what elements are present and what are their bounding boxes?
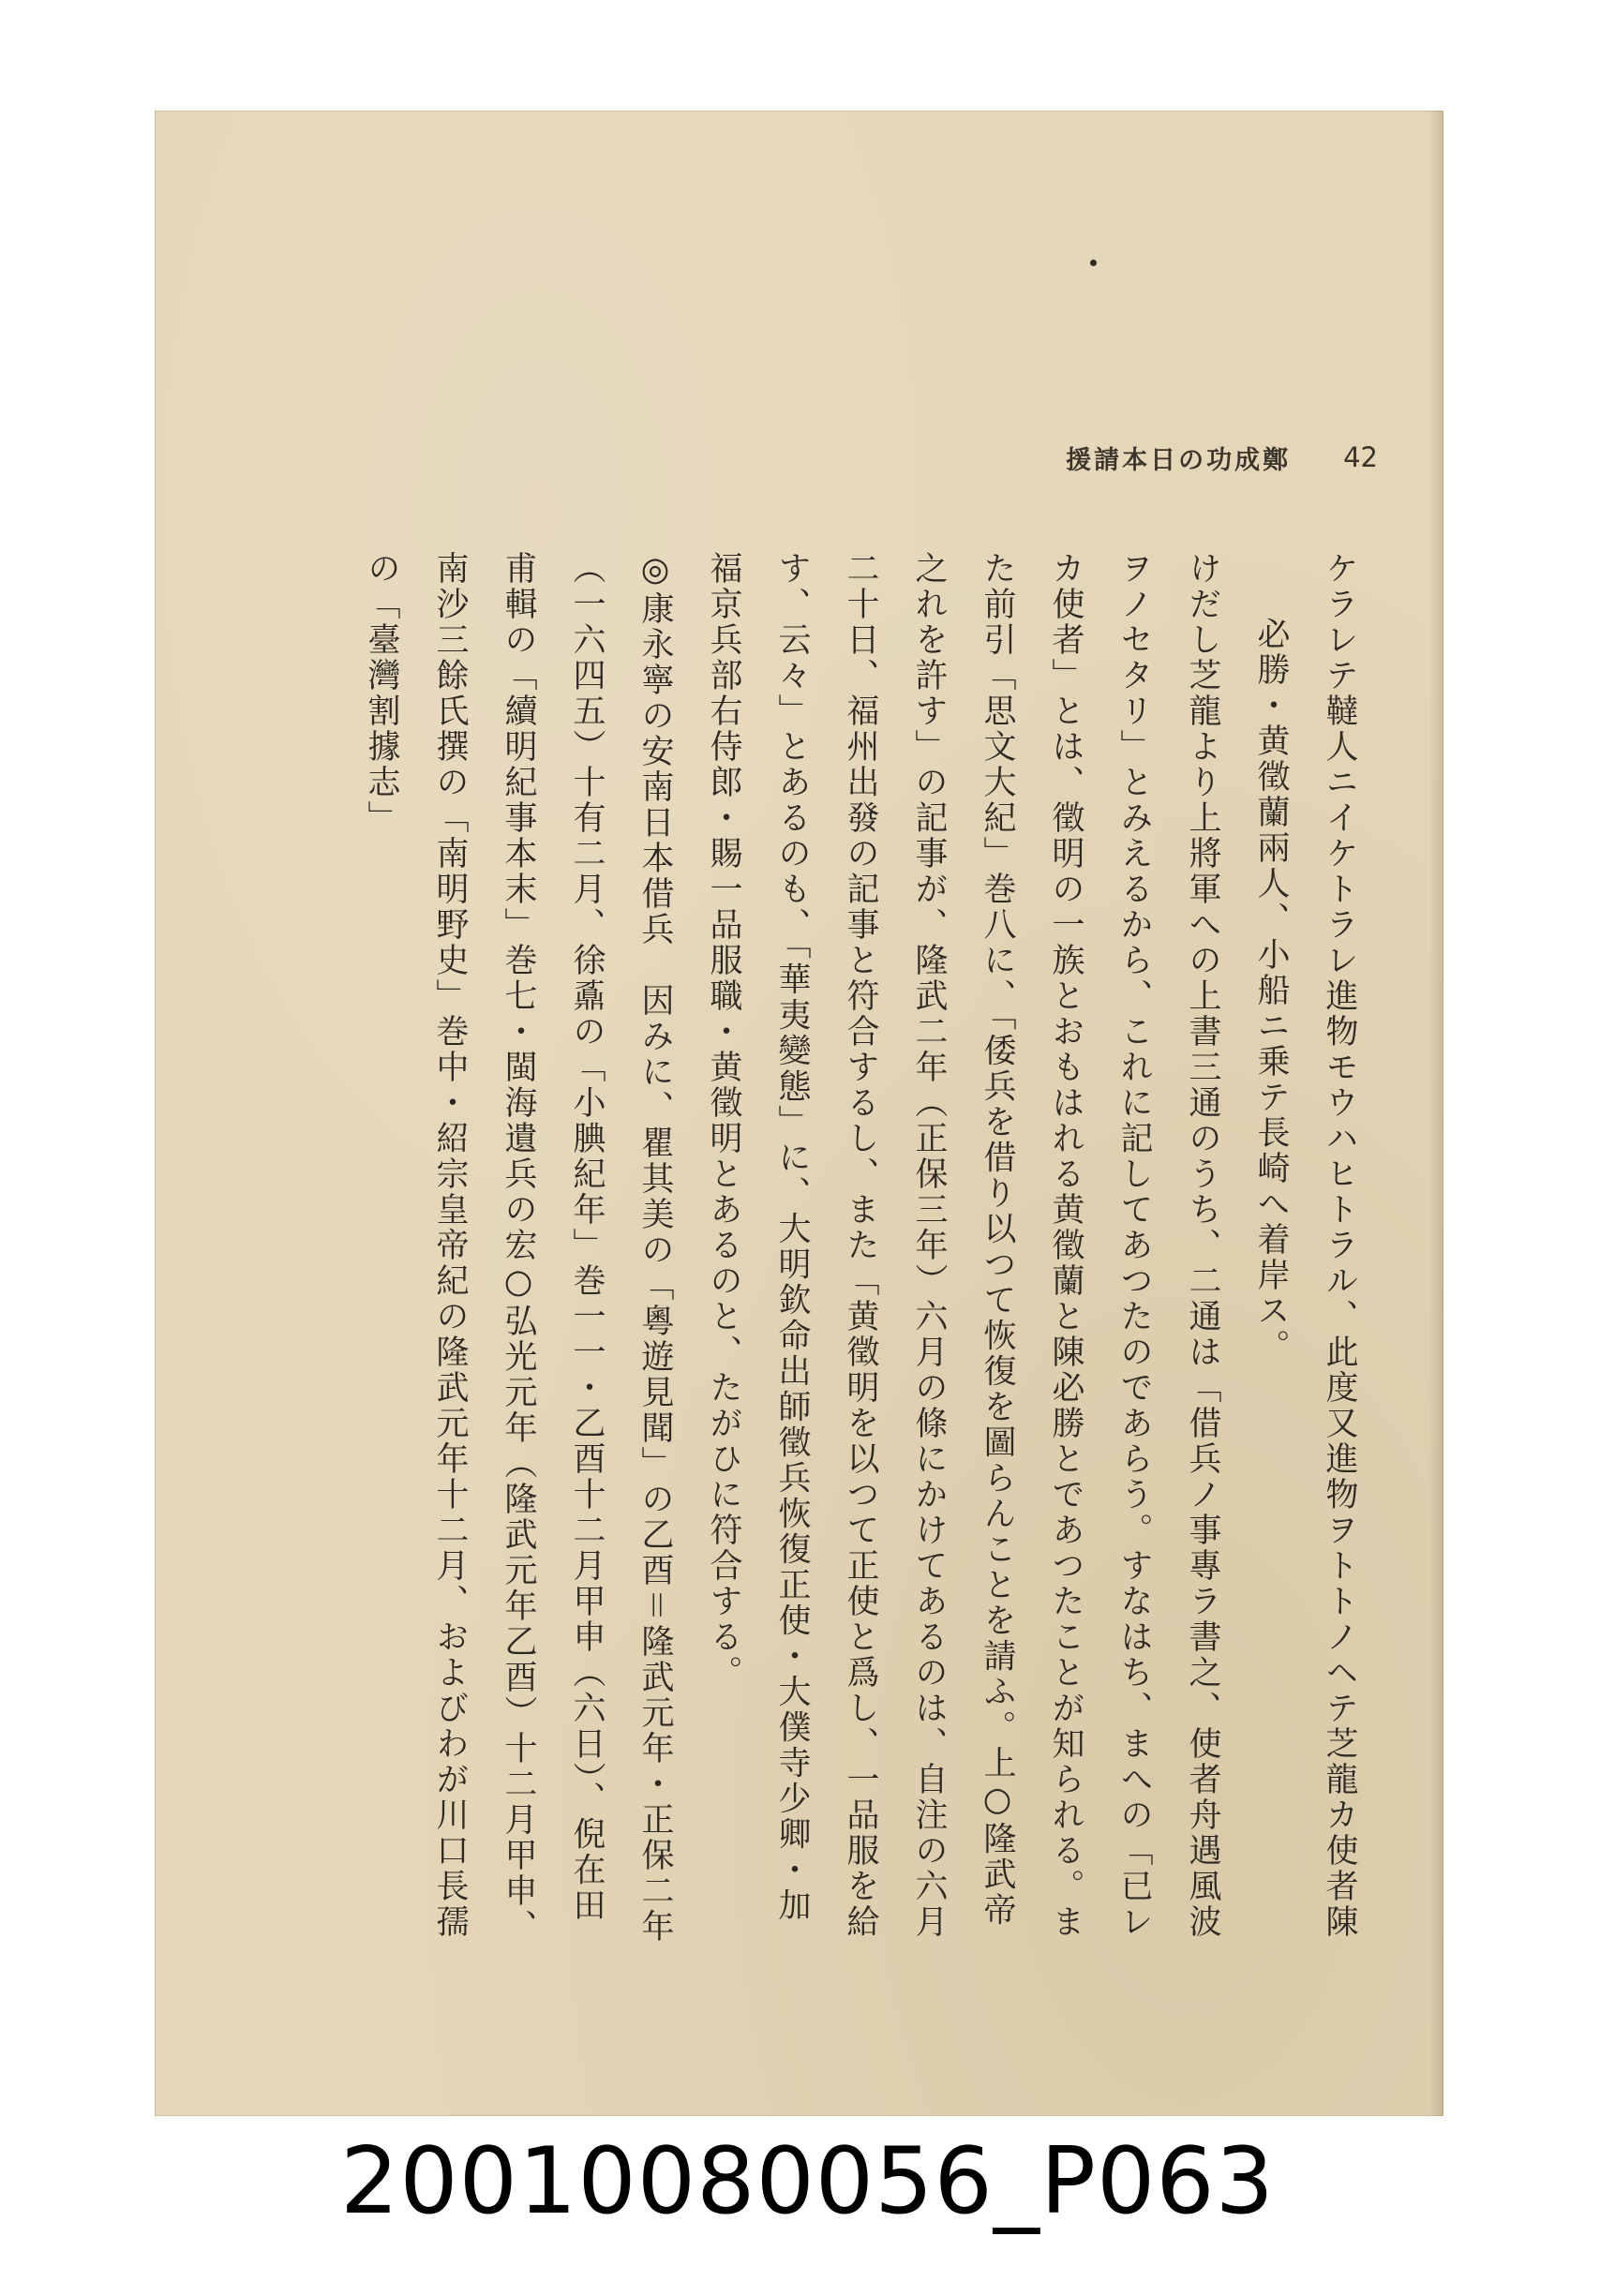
page-number: 42 [1343,441,1378,473]
quote-line-2: 必勝・黄徵蘭兩人、小船ニ乗テ長崎へ着岸ス。 [1252,617,1290,1364]
ink-speck [1090,260,1097,266]
quote-line-1: ケラレテ韃人ニイケトラレ進物モウハヒトラル、此度又進物ヲトトノヘテ芝龍カ使者陳 [1321,551,1358,1940]
paragraph-section: ◎康永寧の安南日本借兵 因みに、瞿其美の「粵遊見聞」の乙酉＝隆武元年・正保二年（一六四五）十有二月、徐鼒の「小腆紀年」巻一一・乙酉十二月甲申（六日）、倪在田甫輯の「續明紀事本末」巻七・閩海遺兵の宏○弘光元年（隆武元年乙酉）十二月甲申、南沙三餘氏撰の「南明野史」巻中・紹宗皇帝紀の隆武元年十二月、およびわが川口長孺の「臺灣割據志」 [363,551,674,1946]
page-edge-shadow [1428,111,1443,2116]
page-header [1066,439,1378,476]
paragraph-main: けだし芝龍より上將軍への上書三通のうち、二通は「借兵ノ事專ラ書之、使者舟遇風波ヲノセタリ」とみえるから、これに記してあつたのであらう。すなはち、まへの「已レカ使者」とは、徵明の一族とおもはれる黄徵蘭と陳必勝とであつたことが知られる。また前引「思文大紀」巻八に、「倭兵を借り以つて恢復を圖らんことを請ふ。上○隆武帝之れを許す」の記事が、隆武二年（正保三年）六月の條にかけてあるのは、自注の六月二十日、福州出發の記事と符合するし、また「黄徵明を以つて正使と爲し、一品服を給す、云々」とあるのも、「華夷變態」に、大明欽命出師徵兵恢復正使・大僕寺少卿・加福京兵部右侍郎・賜一品服職・黄徵明とあるのと、たがひに符合する。 [705,551,1221,1940]
vertical-text-body [286,551,1373,1957]
running-title: 鄭成功の日本請援 [1066,445,1292,475]
scan-identifier-caption: 20010080056_P063 [339,2128,1275,2235]
scanned-page [155,111,1443,2116]
